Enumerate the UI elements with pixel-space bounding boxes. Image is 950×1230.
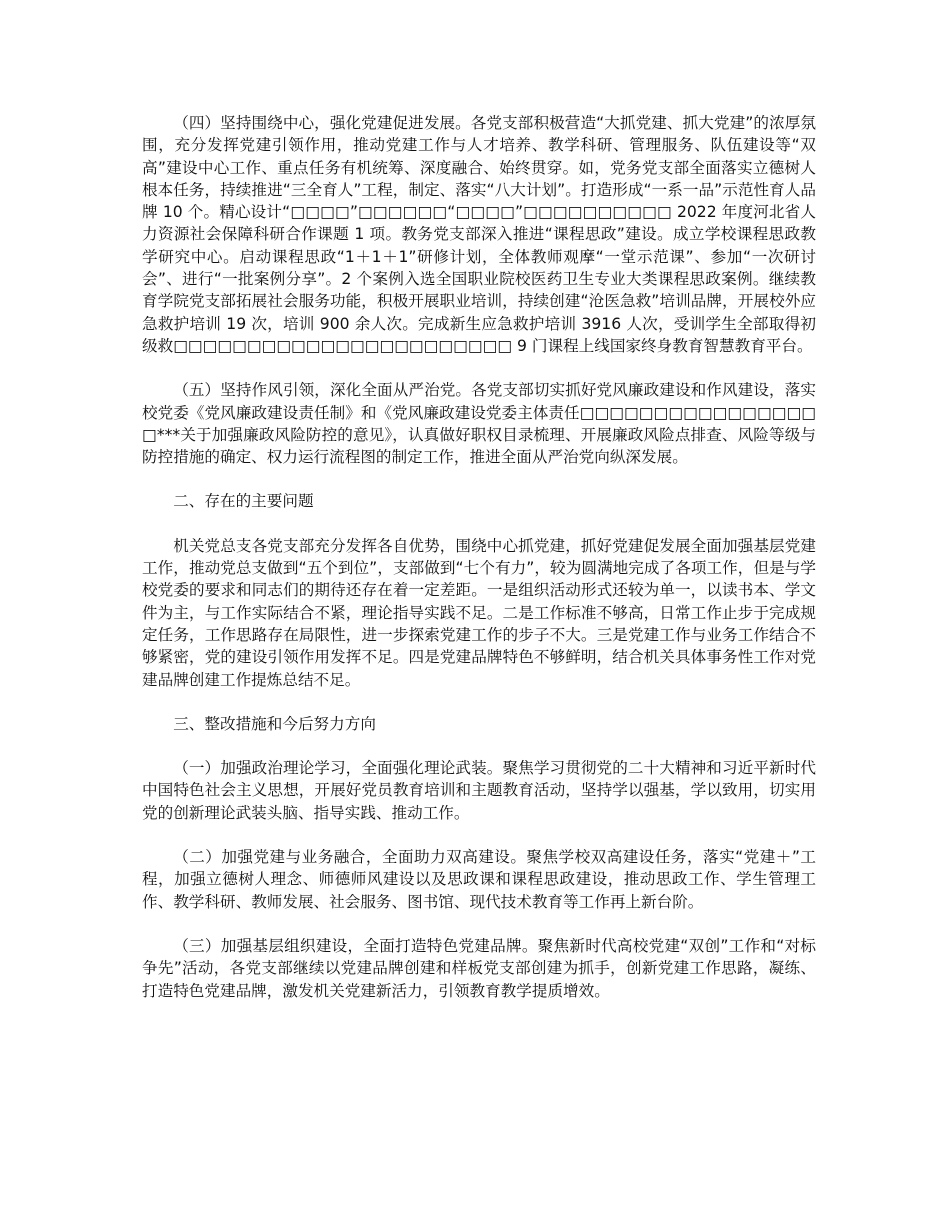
paragraph-measure-organization-building: （三）加强基层组织建设，全面打造特色党建品牌。聚焦新时代高校党建“双创”工作和“对标争先”活动，各党支部继续以党建品牌创建和样板党支部创建为抓手，创新党建工作思路，凝练、打造特色党建品牌，激发机关党建新活力，引领教育教学提质增效。 xyxy=(142,936,816,1000)
paragraph-measure-theory-study: （一）加强政治理论学习，全面强化理论武装。聚焦学习贯彻党的二十大精神和习近平新时代中国特色社会主义思想，开展好党员教育培训和主题教育活动，坚持学以强基，学以致用，切实用党的创新理论武装头脑、指导实践、推动工作。 xyxy=(142,759,816,822)
paragraph-measure-business-integration: （二）加强党建与业务融合，全面助力双高建设。聚焦学校双高建设任务，落实“党建＋”工程，加强立德树人理念、师德师风建设以及思政课和课程思政建设，推动思政工作、学生管理工作、教学科研、教师发展、社会服务、图书馆、现代技术教育等工作再上新台阶。 xyxy=(142,848,816,911)
section-heading-problems: 二、存在的主要问题 xyxy=(173,492,314,511)
paragraph-work-style: （五）坚持作风引领，深化全面从严治党。各党支部切实抓好党风廉政建设和作风建设，落实校党委《党风廉政建设责任制》和《党风廉政建设党委主体责任□□□□□□□□□□□□□□□□□***关于加强廉政风险防控的意见》，认真做好职权目录梳理、开展廉政风险点排查、风险等级与防控措施的确定、权力运行流程图的制定工作，推进全面从严治党向纵深发展。 xyxy=(142,381,816,467)
paragraph-main-problems: 机关党总支各党支部充分发挥各自优势，围绕中心抓党建，抓好党建促发展全面加强基层党建工作，推动党总支做到“五个到位”，支部做到“七个有力”，较为圆满地完成了各项工作，但是与学校党委的要求和同志们的期待还存在着一定差距。一是组织活动形式还较为单一，以读书本、学文件为主，与工作实际结合不紧，理论指导实践不足。二是工作标准不够高，日常工作止步于完成规定任务，工作思路存在局限性，进一步探索党建工作的步子不大。三是党建工作与业务工作结合不够紧密，党的建设引领作用发挥不足。四是党建品牌特色不够鲜明，结合机关具体事务性工作对党建品牌创建工作提炼总结不足。 xyxy=(142,536,816,689)
section-heading-measures: 三、整改措施和今后努力方向 xyxy=(173,714,376,733)
paragraph-party-building-development: （四）坚持围绕中心，强化党建促进发展。各党支部积极营造“大抓党建、抓大党建”的浓厚氛围，充分发挥党建引领作用，推动党建工作与人才培养、教学科研、管理服务、队伍建设等“双高”建设中心工作、重点任务有机统筹、深度融合、始终贯穿。如，党务党支部全面落实立德树人根本任务，持续推进“三全育人”工程，制定、落实“八大计划”。打造形成“一系一品”示范性育人品牌 10 个。精心设计“□□□□”□□□□□□“□□□□”□□□□□□□□□□ 2022 年度河北省人力资源社会保障科研合作课题 1 项。教务党支部深入推进“课程思政”建设。成立学校课程思政教学研究中心。启动课程思政“1＋1＋1”研修计划，全体教师观摩“一堂示范课”、参加“一次研讨会”、进行“一批案例分享”。2 个案例入选全国职业院校医药卫生专业大类课程思政案例。继续教育学院党支部拓展社会服务功能，积极开展职业培训，持续创建“沧医急救”培训品牌，开展校外应急救护培训 19 次，培训 900 余人次。完成新生应急救护培训 3916 人次，受训学生全部取得初级救□□□□□□□□□□□□□□□□□□□□□□□ 9 门课程上线国家终身教育智慧教育平台。 xyxy=(142,114,816,355)
